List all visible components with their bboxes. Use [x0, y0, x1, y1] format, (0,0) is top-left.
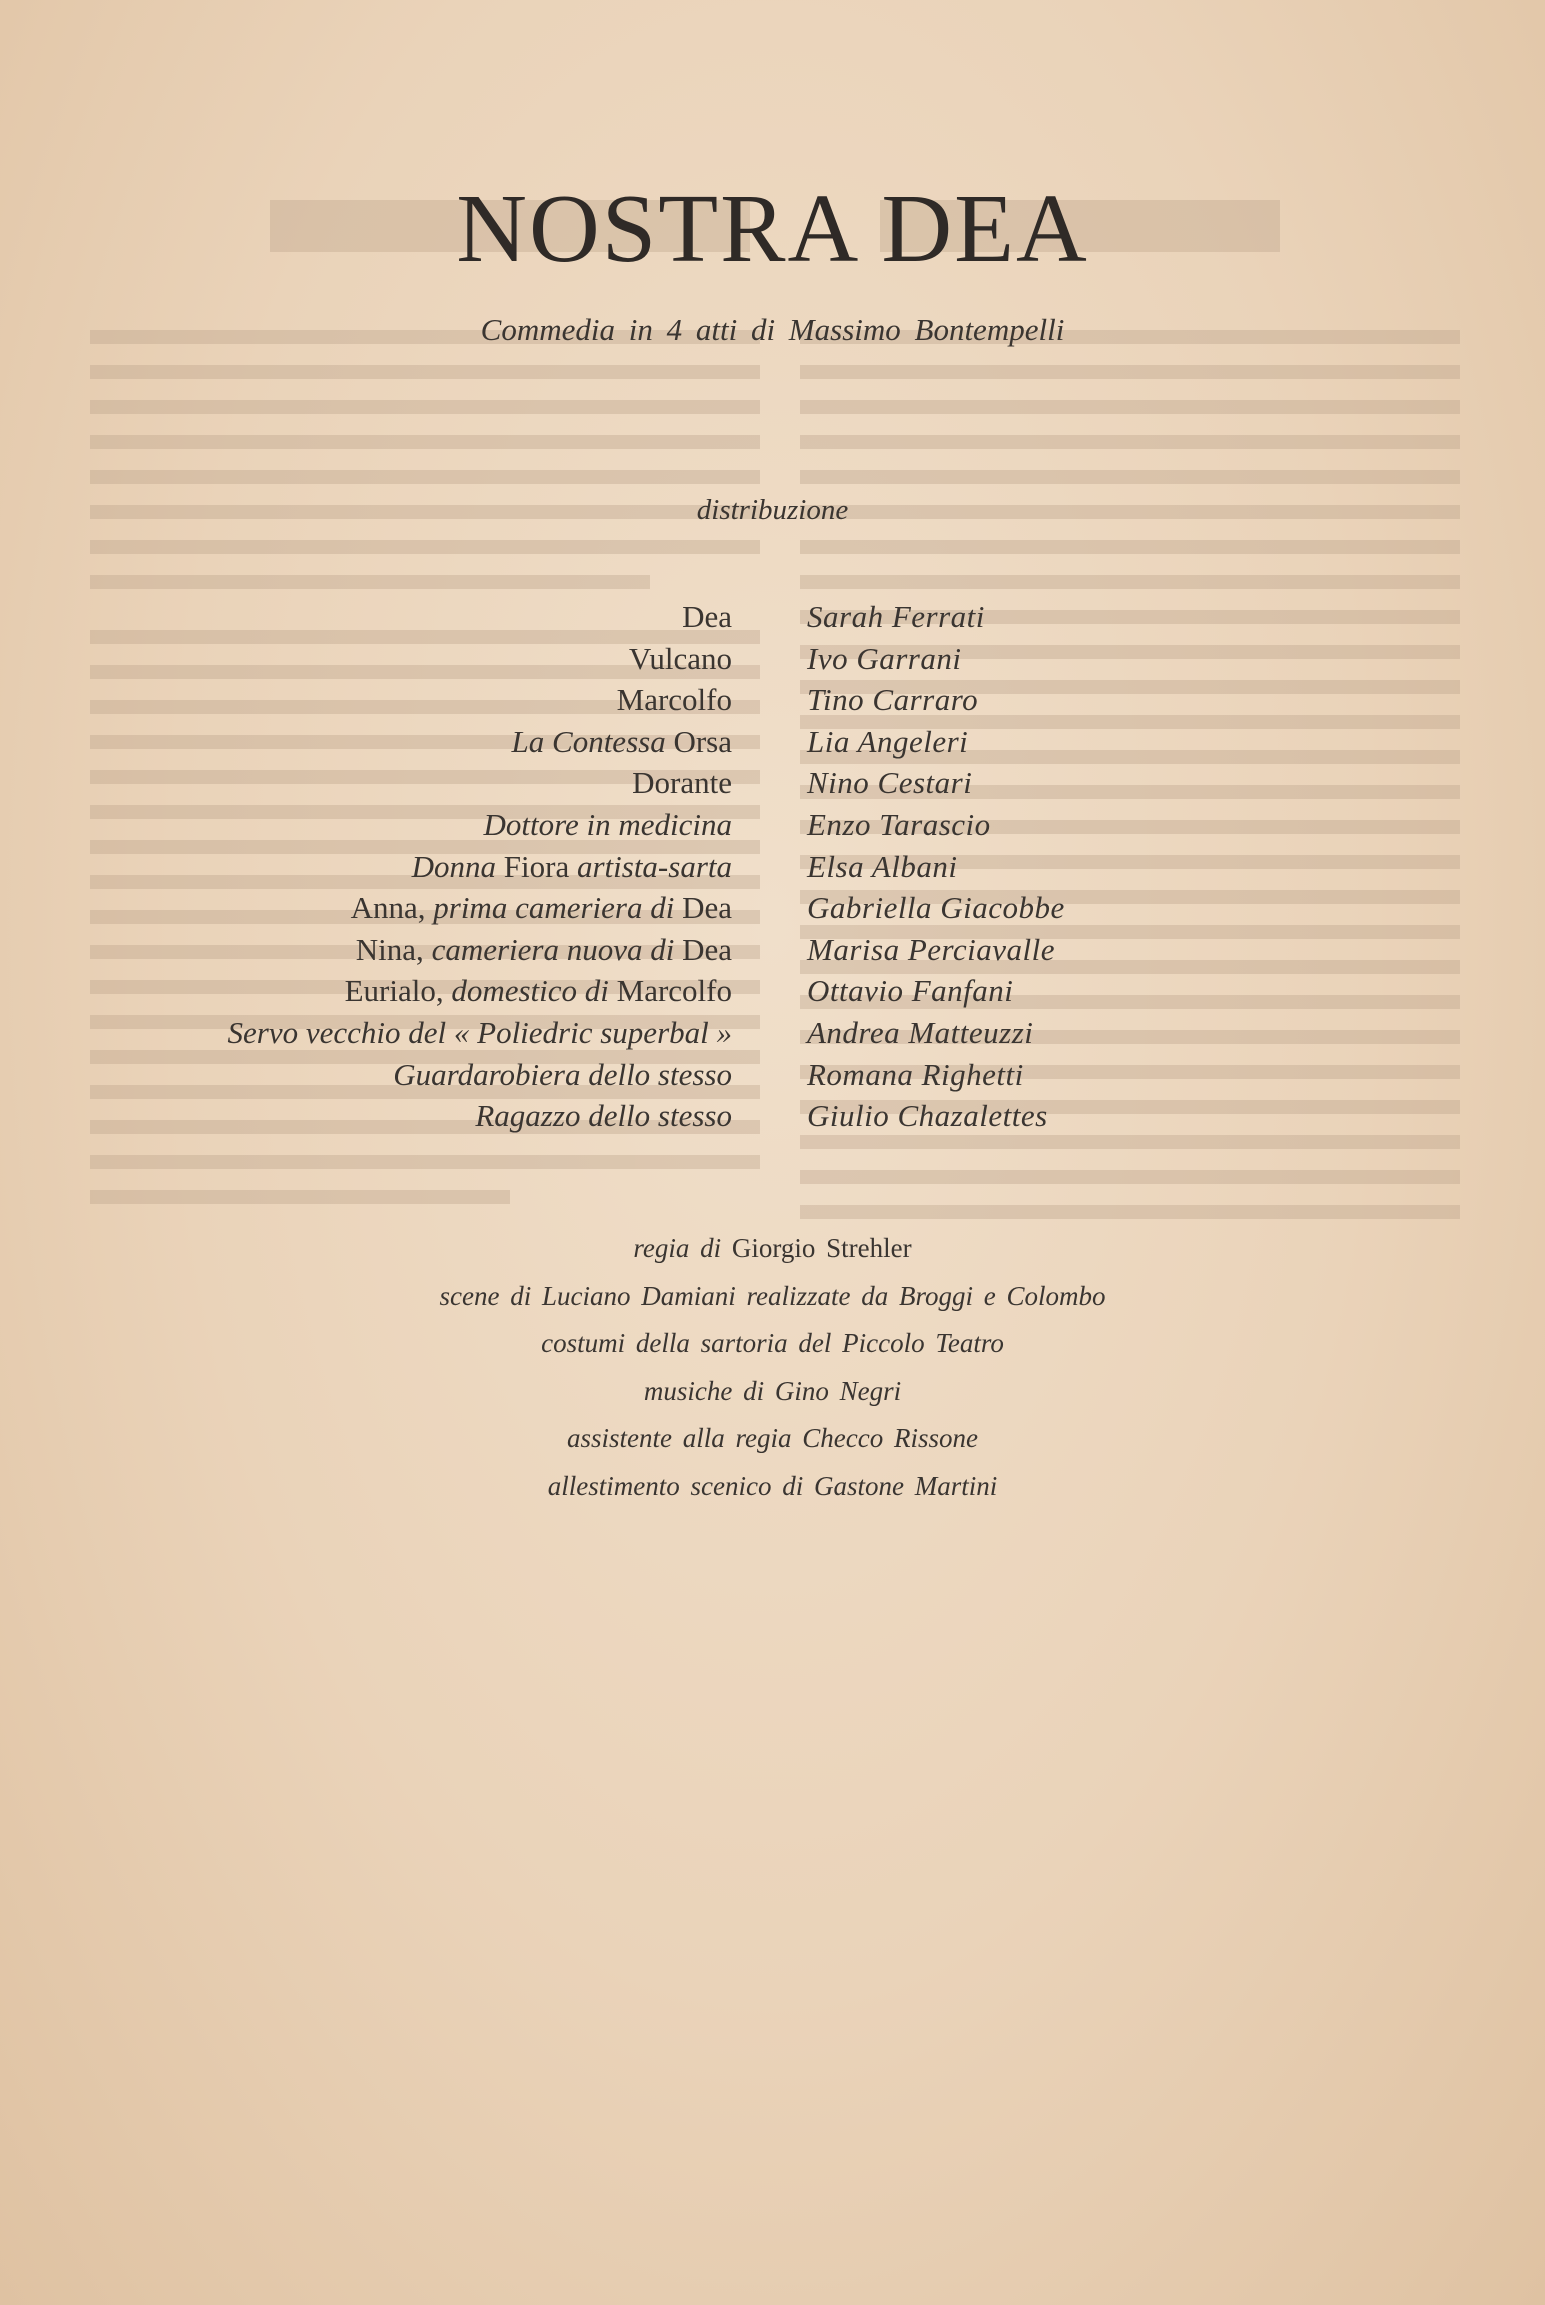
cast-actor: Giulio Chazalettes [807, 1098, 1048, 1134]
cast-role: Vulcano [628, 640, 732, 676]
cast-actor: Elsa Albani [807, 848, 958, 884]
cast-row [0, 596, 1545, 638]
cast-row [0, 929, 1545, 971]
credit-line: costumi della sartoria del Piccolo Teatro [541, 1328, 1004, 1359]
cast-row [0, 887, 1545, 929]
play-subtitle: Commedia in 4 atti di Massimo Bontempelli [480, 312, 1065, 347]
cast-role: Ragazzo dello stesso [475, 1098, 732, 1134]
cast-role: Dottore in medicina [483, 806, 732, 842]
cast-role: La Contessa Orsa [511, 723, 732, 759]
cast-role: Dorante [632, 765, 732, 801]
cast-row [0, 1095, 1545, 1137]
cast-actor: Ottavio Fanfani [807, 973, 1014, 1009]
cast-row [0, 762, 1545, 804]
distribution-heading: distribuzione [696, 494, 849, 526]
credit-line: scene di Luciano Damiani realizzate da Broggi e Colombo [439, 1280, 1106, 1311]
cast-role: Guardarobiera dello stesso [393, 1056, 732, 1092]
credit-line: musiche di Gino Negri [643, 1375, 902, 1406]
cast-row [0, 638, 1545, 680]
credit-line: allestimento scenico di Gastone Martini [547, 1470, 998, 1501]
credit-line: regia di Giorgio Strehler [633, 1233, 912, 1263]
cast-actor: Sarah Ferrati [807, 599, 985, 634]
cast-row [0, 846, 1545, 888]
cast-row [0, 721, 1545, 763]
cast-actor: Lia Angeleri [807, 723, 969, 759]
cast-row [0, 1012, 1545, 1054]
cast-row [0, 804, 1545, 846]
cast-actor: Romana Righetti [807, 1056, 1024, 1092]
play-title: NOSTRA DEA [456, 175, 1089, 283]
cast-actor: Andrea Matteuzzi [807, 1014, 1034, 1050]
production-credits [0, 1225, 1545, 1511]
cast-role: Dea [682, 599, 732, 634]
cast-actor: Gabriella Giacobbe [807, 890, 1065, 926]
cast-row [0, 970, 1545, 1012]
credit-line: assistente alla regia Checco Rissone [567, 1423, 978, 1454]
cast-actor: Ivo Garrani [807, 640, 962, 676]
cast-actor: Marisa Perciavalle [807, 931, 1056, 967]
cast-list [0, 596, 1545, 1137]
cast-actor: Enzo Tarascio [807, 806, 991, 842]
cast-row [0, 679, 1545, 721]
cast-role: Servo vecchio del « Poliedric superbal » [227, 1014, 732, 1050]
cast-row [0, 1054, 1545, 1096]
cast-role: Anna, prima cameriera di Dea [350, 890, 732, 926]
cast-role: Donna Fiora artista-sarta [411, 848, 732, 884]
cast-actor: Tino Carraro [807, 682, 979, 718]
cast-role: Eurialo, domestico di Marcolfo [344, 973, 732, 1009]
cast-role: Nina, cameriera nuova di Dea [355, 931, 732, 967]
cast-role: Marcolfo [616, 682, 732, 718]
cast-actor: Nino Cestari [807, 765, 973, 801]
